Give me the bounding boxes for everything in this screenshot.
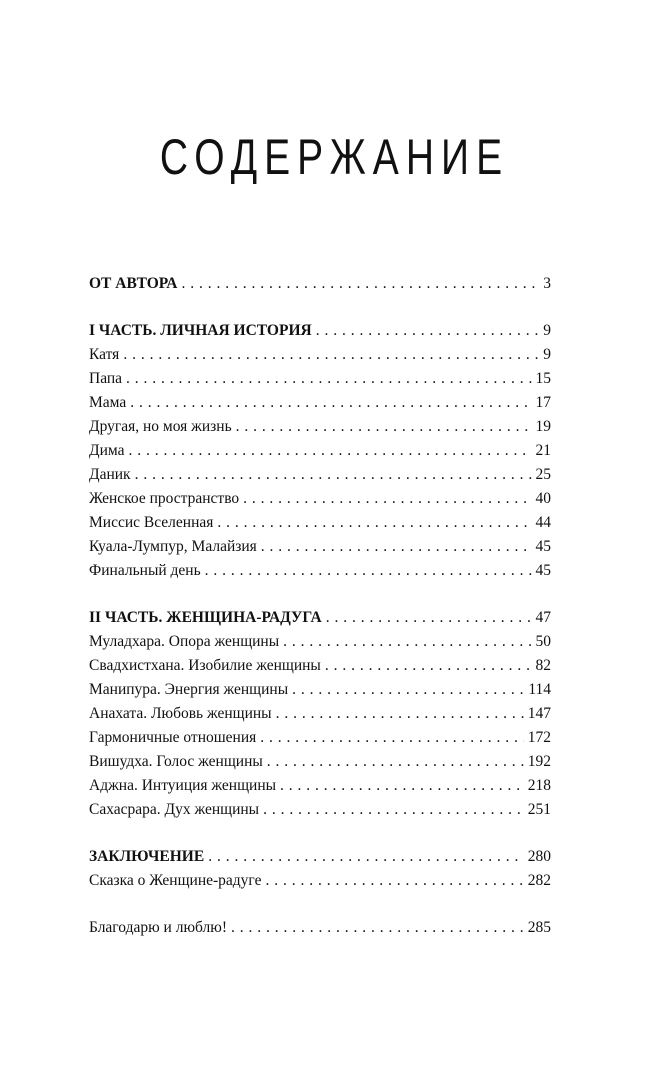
toc-entry-label: Вишудха. Голос женщины xyxy=(89,753,263,770)
leader-dots xyxy=(231,916,524,940)
toc-page-number: 9 xyxy=(543,322,551,339)
leader-dots xyxy=(325,654,532,678)
toc-part-heading[interactable] xyxy=(89,606,551,630)
toc-entry-label: Женское пространство xyxy=(89,490,240,507)
toc-entry-label: II ЧАСТЬ. ЖЕНЩИНА-РАДУГА xyxy=(89,609,322,626)
toc-entry-label: Дима xyxy=(89,442,125,459)
toc-entry-label: Миссис Вселенная xyxy=(89,514,214,531)
leader-dots xyxy=(217,511,531,535)
section-spacer xyxy=(89,296,551,319)
toc-entry-label: Аджна. Интуиция женщины xyxy=(89,777,277,794)
toc-entry[interactable] xyxy=(89,367,551,391)
leader-dots xyxy=(265,869,523,893)
toc-page-number: 19 xyxy=(535,418,551,435)
toc-entry[interactable] xyxy=(89,439,551,463)
toc-entry-label: Сахасрара. Дух женщины xyxy=(89,801,260,818)
section-spacer xyxy=(89,583,551,606)
toc-entry-label: ЗАКЛЮЧЕНИЕ xyxy=(89,848,205,865)
toc-entry[interactable] xyxy=(89,654,551,678)
toc-page-number: 15 xyxy=(535,370,551,387)
leader-dots xyxy=(263,798,524,822)
leader-dots xyxy=(261,535,532,559)
leader-dots xyxy=(326,606,532,630)
leader-dots xyxy=(205,559,532,583)
toc-entry[interactable] xyxy=(89,343,551,367)
toc-page-number: 285 xyxy=(527,919,551,936)
leader-dots xyxy=(135,463,532,487)
leader-dots xyxy=(260,726,523,750)
toc-entry[interactable] xyxy=(89,630,551,654)
toc-page-number: 251 xyxy=(527,801,551,818)
toc-entry[interactable] xyxy=(89,487,551,511)
leader-dots xyxy=(123,343,539,367)
toc-entry[interactable] xyxy=(89,415,551,439)
toc-entry-label: Мама xyxy=(89,394,127,411)
toc-entry-label: Финальный день xyxy=(89,562,201,579)
toc-part-heading[interactable] xyxy=(89,845,551,869)
leader-dots xyxy=(292,678,524,702)
toc-entry-label: Даник xyxy=(89,466,131,483)
toc-entry[interactable] xyxy=(89,798,551,822)
toc-entry-label: Катя xyxy=(89,346,120,363)
toc-entry[interactable] xyxy=(89,678,551,702)
toc-entry-label: Гармоничные отношения xyxy=(89,729,257,746)
toc-entry-label: ОТ АВТОРА xyxy=(89,275,178,292)
toc-entry-thanks[interactable] xyxy=(89,916,551,940)
table-of-contents xyxy=(89,272,551,940)
toc-entry-label: Другая, но моя жизнь xyxy=(89,418,232,435)
toc-entry[interactable] xyxy=(89,559,551,583)
toc-part-heading[interactable] xyxy=(89,319,551,343)
toc-entry-label: Сказка о Женщине-радуге xyxy=(89,872,262,889)
toc-entry-label: Благодарю и люблю! xyxy=(89,919,228,936)
toc-entry[interactable] xyxy=(89,535,551,559)
toc-entry[interactable] xyxy=(89,750,551,774)
leader-dots xyxy=(181,272,539,296)
toc-page-number: 47 xyxy=(535,609,551,626)
leader-dots xyxy=(316,319,540,343)
toc-entry[interactable] xyxy=(89,726,551,750)
toc-page-number: 17 xyxy=(535,394,551,411)
toc-page-number: 3 xyxy=(543,275,551,292)
toc-entry-label: Анахата. Любовь женщины xyxy=(89,705,272,722)
toc-page-number: 45 xyxy=(535,538,551,555)
toc-entry-label: Муладхара. Опора женщины xyxy=(89,633,280,650)
toc-page-number: 50 xyxy=(535,633,551,650)
page-title: СОДЕРЖАНИЕ xyxy=(159,129,510,185)
toc-entry-label: Папа xyxy=(89,370,123,387)
leader-dots xyxy=(243,487,531,511)
toc-page-number: 45 xyxy=(535,562,551,579)
leader-dots xyxy=(236,415,532,439)
toc-page-number: 9 xyxy=(543,346,551,363)
leader-dots xyxy=(130,391,531,415)
toc-page-number: 147 xyxy=(527,705,551,722)
section-spacer xyxy=(89,822,551,845)
toc-entry-intro[interactable] xyxy=(89,272,551,296)
toc-entry[interactable] xyxy=(89,391,551,415)
leader-dots xyxy=(208,845,524,869)
leader-dots xyxy=(276,702,524,726)
toc-entry[interactable] xyxy=(89,511,551,535)
toc-entry[interactable] xyxy=(89,869,551,893)
section-spacer xyxy=(89,893,551,916)
toc-entry-label: I ЧАСТЬ. ЛИЧНАЯ ИСТОРИЯ xyxy=(89,322,312,339)
leader-dots xyxy=(280,774,524,798)
toc-entry[interactable] xyxy=(89,463,551,487)
toc-page-number: 21 xyxy=(535,442,551,459)
leader-dots xyxy=(128,439,531,463)
leader-dots xyxy=(126,367,531,391)
toc-entry-label: Куала-Лумпур, Малайзия xyxy=(89,538,257,555)
toc-page-number: 192 xyxy=(527,753,551,770)
toc-page-number: 25 xyxy=(535,466,551,483)
toc-page-number: 114 xyxy=(528,681,551,698)
toc-page-number: 44 xyxy=(535,514,551,531)
leader-dots xyxy=(267,750,524,774)
toc-page-number: 40 xyxy=(535,490,551,507)
toc-entry[interactable] xyxy=(89,774,551,798)
toc-entry[interactable] xyxy=(89,702,551,726)
toc-entry-label: Свадхистхана. Изобилие женщины xyxy=(89,657,321,674)
toc-page-number: 218 xyxy=(527,777,551,794)
toc-page-number: 280 xyxy=(527,848,551,865)
toc-page-number: 82 xyxy=(535,657,551,674)
toc-entry-label: Манипура. Энергия женщины xyxy=(89,681,289,698)
toc-page-number: 172 xyxy=(527,729,551,746)
toc-page-number: 282 xyxy=(527,872,551,889)
leader-dots xyxy=(283,630,531,654)
